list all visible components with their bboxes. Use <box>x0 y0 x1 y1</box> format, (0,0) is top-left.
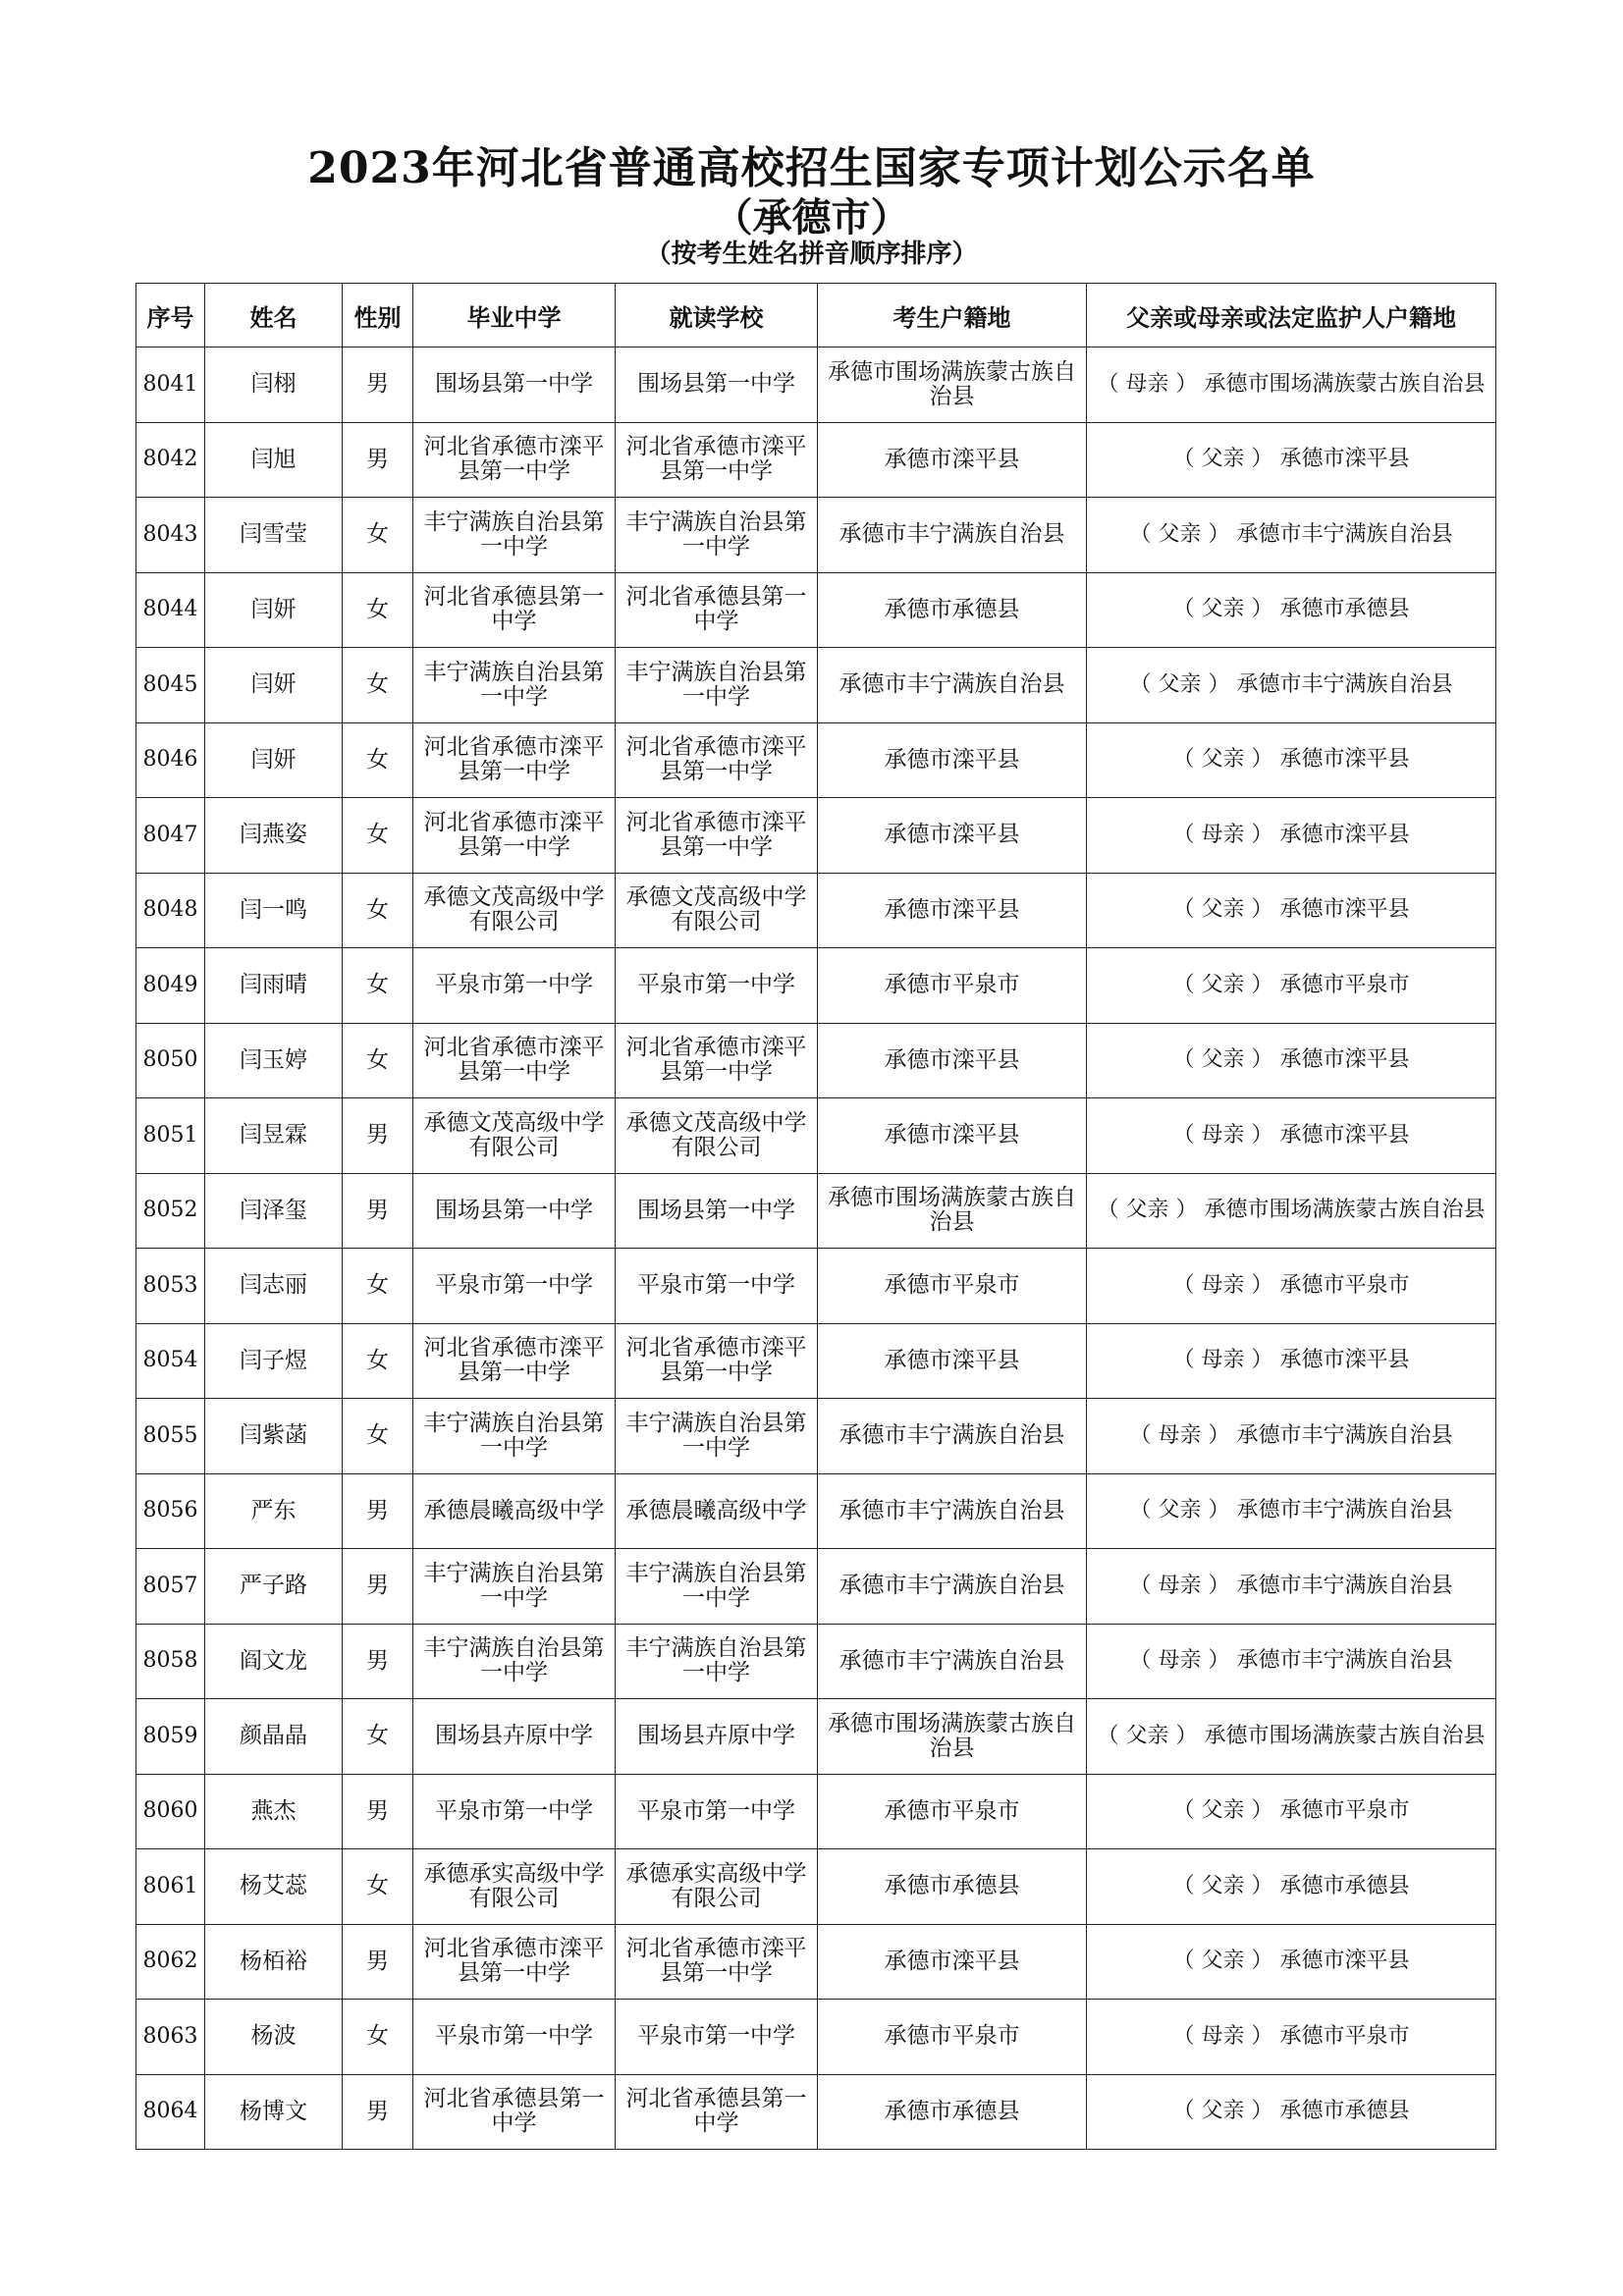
cell-gender: 女 <box>343 1023 413 1098</box>
cell-current-school: 平泉市第一中学 <box>616 2000 818 2075</box>
cell-graduation-school: 承德文茂高级中学有限公司 <box>413 1098 616 1174</box>
cell-guardian-domicile: （ 母亲 ） 承德市丰宁满族自治县 <box>1087 1549 1496 1625</box>
cell-current-school: 平泉市第一中学 <box>616 948 818 1024</box>
cell-gender: 男 <box>343 1624 413 1699</box>
cell-graduation-school: 承德文茂高级中学有限公司 <box>413 873 616 948</box>
cell-student-domicile: 承德市围场满族蒙古族自治县 <box>818 347 1087 423</box>
cell-guardian-domicile: （ 父亲 ） 承德市滦平县 <box>1087 1023 1496 1098</box>
table-row <box>136 1023 1496 1098</box>
cell-name: 闫燕姿 <box>205 798 343 874</box>
cell-graduation-school: 平泉市第一中学 <box>413 1249 616 1324</box>
cell-student-domicile: 承德市滦平县 <box>818 798 1087 874</box>
cell-gender: 女 <box>343 2000 413 2075</box>
cell-guardian-domicile: （ 父亲 ） 承德市承德县 <box>1087 2074 1496 2150</box>
header-row <box>136 284 1496 347</box>
table-row <box>136 347 1496 423</box>
cell-seq: 8048 <box>136 873 205 948</box>
cell-graduation-school: 河北省承德市滦平县第一中学 <box>413 1924 616 2000</box>
cell-seq: 8045 <box>136 648 205 723</box>
cell-graduation-school: 丰宁满族自治县第一中学 <box>413 1624 616 1699</box>
cell-guardian-domicile: （ 父亲 ） 承德市围场满族蒙古族自治县 <box>1087 1173 1496 1249</box>
table-row <box>136 1473 1496 1549</box>
cell-name: 杨博文 <box>205 2074 343 2150</box>
cell-gender: 女 <box>343 1249 413 1324</box>
cell-gender: 女 <box>343 873 413 948</box>
cell-graduation-school: 平泉市第一中学 <box>413 1774 616 1849</box>
cell-guardian-domicile: （ 母亲 ） 承德市滦平县 <box>1087 798 1496 874</box>
cell-guardian-domicile: （ 母亲 ） 承德市平泉市 <box>1087 2000 1496 2075</box>
table-row <box>136 1323 1496 1399</box>
cell-gender: 男 <box>343 1924 413 2000</box>
cell-seq: 8055 <box>136 1399 205 1474</box>
cell-student-domicile: 承德市丰宁满族自治县 <box>818 1399 1087 1474</box>
cell-gender: 男 <box>343 2074 413 2150</box>
cell-graduation-school: 平泉市第一中学 <box>413 2000 616 2075</box>
cell-graduation-school: 河北省承德市滦平县第一中学 <box>413 722 616 798</box>
cell-graduation-school: 承德晨曦高级中学 <box>413 1473 616 1549</box>
cell-student-domicile: 承德市丰宁满族自治县 <box>818 1624 1087 1699</box>
document-city: （承德市） <box>713 194 910 240</box>
cell-current-school: 丰宁满族自治县第一中学 <box>616 1624 818 1699</box>
cell-seq: 8060 <box>136 1774 205 1849</box>
cell-name: 闫雨晴 <box>205 948 343 1024</box>
cell-current-school: 丰宁满族自治县第一中学 <box>616 1399 818 1474</box>
table-row <box>136 648 1496 723</box>
cell-seq: 8063 <box>136 2000 205 2075</box>
cell-graduation-school: 河北省承德县第一中学 <box>413 572 616 648</box>
cell-guardian-domicile: （ 父亲 ） 承德市围场满族蒙古族自治县 <box>1087 1699 1496 1775</box>
cell-graduation-school: 河北省承德县第一中学 <box>413 2074 616 2150</box>
cell-seq: 8056 <box>136 1473 205 1549</box>
cell-current-school: 丰宁满族自治县第一中学 <box>616 498 818 573</box>
cell-name: 燕杰 <box>205 1774 343 1849</box>
header-current-school: 就读学校 <box>616 284 818 347</box>
cell-seq: 8049 <box>136 948 205 1024</box>
cell-seq: 8061 <box>136 1849 205 1925</box>
cell-gender: 女 <box>343 572 413 648</box>
cell-current-school: 平泉市第一中学 <box>616 1249 818 1324</box>
cell-current-school: 河北省承德市滦平县第一中学 <box>616 422 818 498</box>
cell-seq: 8047 <box>136 798 205 874</box>
header-seq: 序号 <box>136 284 205 347</box>
cell-gender: 男 <box>343 1473 413 1549</box>
cell-seq: 8051 <box>136 1098 205 1174</box>
cell-gender: 男 <box>343 422 413 498</box>
table-row <box>136 1399 1496 1474</box>
document-title: 2023年河北省普通高校招生国家专项计划公示名单 <box>307 143 1316 193</box>
header-guardian-domicile: 父亲或母亲或法定监护人户籍地 <box>1087 284 1496 347</box>
table-row <box>136 422 1496 498</box>
cell-student-domicile: 承德市丰宁满族自治县 <box>818 1473 1087 1549</box>
cell-guardian-domicile: （ 父亲 ） 承德市滦平县 <box>1087 422 1496 498</box>
cell-name: 闫昱霖 <box>205 1098 343 1174</box>
cell-student-domicile: 承德市平泉市 <box>818 1249 1087 1324</box>
cell-student-domicile: 承德市平泉市 <box>818 2000 1087 2075</box>
cell-guardian-domicile: （ 父亲 ） 承德市承德县 <box>1087 572 1496 648</box>
cell-current-school: 河北省承德市滦平县第一中学 <box>616 722 818 798</box>
cell-guardian-domicile: （ 母亲 ） 承德市丰宁满族自治县 <box>1087 1624 1496 1699</box>
cell-guardian-domicile: （ 父亲 ） 承德市丰宁满族自治县 <box>1087 1473 1496 1549</box>
cell-guardian-domicile: （ 父亲 ） 承德市滦平县 <box>1087 722 1496 798</box>
cell-name: 闫紫菡 <box>205 1399 343 1474</box>
cell-name: 闫志丽 <box>205 1249 343 1324</box>
cell-seq: 8059 <box>136 1699 205 1775</box>
table-row <box>136 1624 1496 1699</box>
cell-gender: 女 <box>343 1699 413 1775</box>
cell-student-domicile: 承德市平泉市 <box>818 948 1087 1024</box>
cell-seq: 8064 <box>136 2074 205 2150</box>
cell-seq: 8054 <box>136 1323 205 1399</box>
cell-graduation-school: 丰宁满族自治县第一中学 <box>413 498 616 573</box>
table-row <box>136 1774 1496 1849</box>
cell-guardian-domicile: （ 母亲 ） 承德市丰宁满族自治县 <box>1087 1399 1496 1474</box>
cell-current-school: 平泉市第一中学 <box>616 1774 818 1849</box>
cell-gender: 男 <box>343 1774 413 1849</box>
table-row <box>136 1249 1496 1324</box>
cell-name: 闫子煜 <box>205 1323 343 1399</box>
cell-gender: 女 <box>343 722 413 798</box>
header-student-domicile: 考生户籍地 <box>818 284 1087 347</box>
cell-current-school: 围场县第一中学 <box>616 347 818 423</box>
table-row <box>136 1173 1496 1249</box>
cell-graduation-school: 河北省承德市滦平县第一中学 <box>413 1323 616 1399</box>
cell-student-domicile: 承德市滦平县 <box>818 722 1087 798</box>
cell-student-domicile: 承德市滦平县 <box>818 873 1087 948</box>
cell-name: 闫玉婷 <box>205 1023 343 1098</box>
cell-current-school: 围场县第一中学 <box>616 1173 818 1249</box>
cell-name: 闫妍 <box>205 648 343 723</box>
cell-guardian-domicile: （ 母亲 ） 承德市滦平县 <box>1087 1098 1496 1174</box>
cell-current-school: 承德文茂高级中学有限公司 <box>616 873 818 948</box>
cell-graduation-school: 围场县卉原中学 <box>413 1699 616 1775</box>
cell-graduation-school: 丰宁满族自治县第一中学 <box>413 1399 616 1474</box>
cell-gender: 女 <box>343 1323 413 1399</box>
cell-student-domicile: 承德市承德县 <box>818 1849 1087 1925</box>
cell-seq: 8053 <box>136 1249 205 1324</box>
cell-current-school: 丰宁满族自治县第一中学 <box>616 1549 818 1625</box>
cell-gender: 男 <box>343 1173 413 1249</box>
cell-seq: 8041 <box>136 347 205 423</box>
cell-current-school: 承德承实高级中学有限公司 <box>616 1849 818 1925</box>
cell-name: 杨波 <box>205 2000 343 2075</box>
table-row <box>136 1849 1496 1925</box>
cell-seq: 8057 <box>136 1549 205 1625</box>
cell-seq: 8050 <box>136 1023 205 1098</box>
cell-graduation-school: 围场县第一中学 <box>413 347 616 423</box>
cell-current-school: 围场县卉原中学 <box>616 1699 818 1775</box>
cell-student-domicile: 承德市滦平县 <box>818 1098 1087 1174</box>
table-row <box>136 798 1496 874</box>
cell-student-domicile: 承德市围场满族蒙古族自治县 <box>818 1699 1087 1775</box>
document-note: （按考生姓名拼音顺序排序） <box>645 240 978 269</box>
cell-name: 闫妍 <box>205 572 343 648</box>
cell-name: 闫旭 <box>205 422 343 498</box>
cell-guardian-domicile: （ 父亲 ） 承德市承德县 <box>1087 1849 1496 1925</box>
cell-name: 严东 <box>205 1473 343 1549</box>
cell-seq: 8043 <box>136 498 205 573</box>
cell-gender: 女 <box>343 648 413 723</box>
cell-seq: 8046 <box>136 722 205 798</box>
cell-gender: 男 <box>343 347 413 423</box>
cell-name: 颜晶晶 <box>205 1699 343 1775</box>
cell-current-school: 河北省承德县第一中学 <box>616 572 818 648</box>
cell-current-school: 河北省承德市滦平县第一中学 <box>616 1023 818 1098</box>
cell-seq: 8052 <box>136 1173 205 1249</box>
cell-graduation-school: 平泉市第一中学 <box>413 948 616 1024</box>
cell-gender: 女 <box>343 1399 413 1474</box>
table-row <box>136 873 1496 948</box>
cell-seq: 8044 <box>136 572 205 648</box>
header-gender: 性别 <box>343 284 413 347</box>
table-row <box>136 948 1496 1024</box>
cell-guardian-domicile: （ 父亲 ） 承德市平泉市 <box>1087 948 1496 1024</box>
cell-guardian-domicile: （ 母亲 ） 承德市平泉市 <box>1087 1249 1496 1324</box>
cell-student-domicile: 承德市围场满族蒙古族自治县 <box>818 1173 1087 1249</box>
cell-guardian-domicile: （ 母亲 ） 承德市滦平县 <box>1087 1323 1496 1399</box>
cell-graduation-school: 河北省承德市滦平县第一中学 <box>413 422 616 498</box>
cell-graduation-school: 丰宁满族自治县第一中学 <box>413 1549 616 1625</box>
cell-current-school: 河北省承德市滦平县第一中学 <box>616 798 818 874</box>
cell-name: 闫一鸣 <box>205 873 343 948</box>
cell-guardian-domicile: （ 父亲 ） 承德市滦平县 <box>1087 873 1496 948</box>
cell-name: 阎文龙 <box>205 1624 343 1699</box>
header-name: 姓名 <box>205 284 343 347</box>
table-row <box>136 1699 1496 1775</box>
table-row <box>136 2000 1496 2075</box>
cell-gender: 男 <box>343 1549 413 1625</box>
cell-name: 闫泽玺 <box>205 1173 343 1249</box>
cell-name: 闫妍 <box>205 722 343 798</box>
cell-current-school: 河北省承德县第一中学 <box>616 2074 818 2150</box>
cell-name: 闫雪莹 <box>205 498 343 573</box>
cell-guardian-domicile: （ 父亲 ） 承德市滦平县 <box>1087 1924 1496 2000</box>
cell-student-domicile: 承德市滦平县 <box>818 422 1087 498</box>
cell-student-domicile: 承德市滦平县 <box>818 1924 1087 2000</box>
cell-name: 杨艾蕊 <box>205 1849 343 1925</box>
cell-graduation-school: 丰宁满族自治县第一中学 <box>413 648 616 723</box>
table-row <box>136 2074 1496 2150</box>
cell-name: 闫栩 <box>205 347 343 423</box>
table-row <box>136 722 1496 798</box>
table-row <box>136 572 1496 648</box>
cell-graduation-school: 河北省承德市滦平县第一中学 <box>413 1023 616 1098</box>
cell-student-domicile: 承德市丰宁满族自治县 <box>818 498 1087 573</box>
roster-table <box>135 283 1496 2150</box>
cell-seq: 8042 <box>136 422 205 498</box>
cell-current-school: 河北省承德市滦平县第一中学 <box>616 1323 818 1399</box>
cell-current-school: 承德文茂高级中学有限公司 <box>616 1098 818 1174</box>
cell-student-domicile: 承德市承德县 <box>818 2074 1087 2150</box>
cell-gender: 女 <box>343 948 413 1024</box>
cell-seq: 8058 <box>136 1624 205 1699</box>
header-graduation-school: 毕业中学 <box>413 284 616 347</box>
cell-graduation-school: 承德承实高级中学有限公司 <box>413 1849 616 1925</box>
cell-guardian-domicile: （ 父亲 ） 承德市丰宁满族自治县 <box>1087 648 1496 723</box>
cell-guardian-domicile: （ 母亲 ） 承德市围场满族蒙古族自治县 <box>1087 347 1496 423</box>
cell-graduation-school: 围场县第一中学 <box>413 1173 616 1249</box>
cell-student-domicile: 承德市滦平县 <box>818 1323 1087 1399</box>
cell-student-domicile: 承德市丰宁满族自治县 <box>818 648 1087 723</box>
table-row <box>136 498 1496 573</box>
cell-graduation-school: 河北省承德市滦平县第一中学 <box>413 798 616 874</box>
cell-name: 杨栢裕 <box>205 1924 343 2000</box>
cell-gender: 男 <box>343 1098 413 1174</box>
cell-student-domicile: 承德市丰宁满族自治县 <box>818 1549 1087 1625</box>
cell-gender: 女 <box>343 498 413 573</box>
cell-student-domicile: 承德市承德县 <box>818 572 1087 648</box>
cell-current-school: 河北省承德市滦平县第一中学 <box>616 1924 818 2000</box>
table-row <box>136 1549 1496 1625</box>
table-row <box>136 1098 1496 1174</box>
table-row <box>136 1924 1496 2000</box>
cell-student-domicile: 承德市平泉市 <box>818 1774 1087 1849</box>
cell-gender: 女 <box>343 1849 413 1925</box>
cell-name: 严子路 <box>205 1549 343 1625</box>
cell-gender: 女 <box>343 798 413 874</box>
cell-student-domicile: 承德市滦平县 <box>818 1023 1087 1098</box>
cell-current-school: 丰宁满族自治县第一中学 <box>616 648 818 723</box>
cell-seq: 8062 <box>136 1924 205 2000</box>
cell-current-school: 承德晨曦高级中学 <box>616 1473 818 1549</box>
cell-guardian-domicile: （ 父亲 ） 承德市平泉市 <box>1087 1774 1496 1849</box>
cell-guardian-domicile: （ 父亲 ） 承德市丰宁满族自治县 <box>1087 498 1496 573</box>
